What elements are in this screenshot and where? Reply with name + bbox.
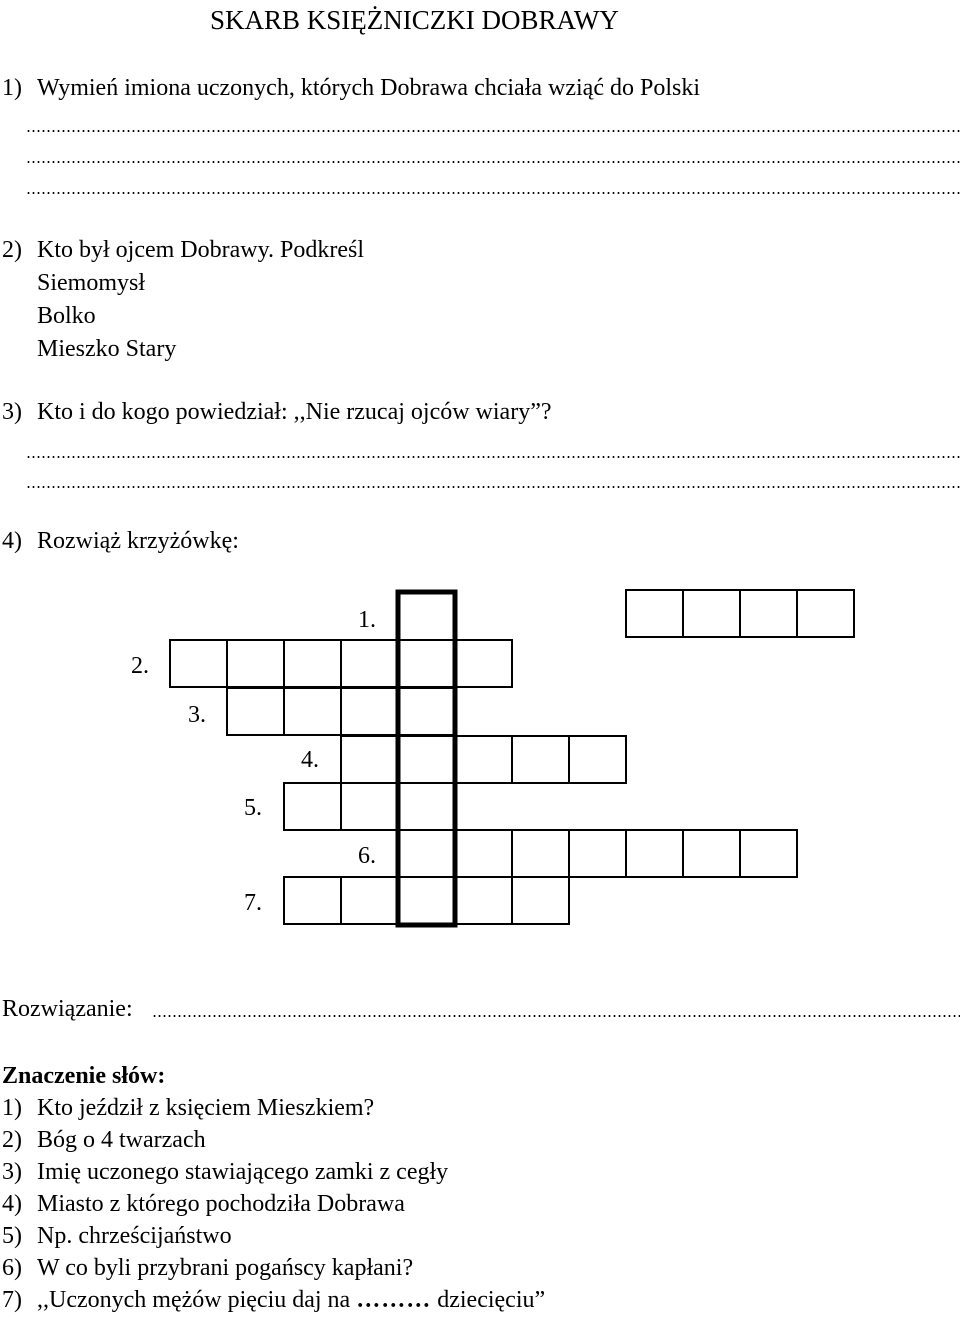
crossword-cell-row2[interactable] — [284, 640, 341, 687]
crossword-cell-row4[interactable] — [512, 736, 569, 783]
crossword-cell-row1[interactable] — [683, 590, 740, 637]
crossword-cell-row7[interactable] — [284, 877, 341, 924]
crossword-label-4: 4. — [301, 747, 319, 773]
glossary-number: 1) — [2, 1095, 22, 1121]
glossary-item: Bóg o 4 twarzach — [37, 1127, 206, 1153]
crossword-cell-row4[interactable] — [455, 736, 512, 783]
glossary-item-text: ,,Uczonych mężów pięciu daj na — [37, 1287, 351, 1313]
crossword-cell-row3[interactable] — [341, 688, 398, 735]
crossword-cell-row5[interactable] — [284, 783, 341, 830]
crossword-cell-row7[interactable] — [512, 877, 569, 924]
crossword-cell-row3[interactable] — [398, 688, 455, 735]
crossword-cell-row6[interactable] — [683, 830, 740, 877]
crossword-label-6: 6. — [358, 843, 376, 869]
glossary-number: 6) — [2, 1255, 22, 1281]
question-text: Wymień imiona uczonych, których Dobrawa chciała wziąć do Polski — [37, 75, 701, 101]
answer-option[interactable]: Siemomysł — [37, 270, 146, 296]
glossary-item: Np. chrześcijaństwo — [37, 1223, 232, 1249]
crossword-cell-row4[interactable] — [569, 736, 626, 783]
solution-label: Rozwiązanie: — [2, 996, 133, 1022]
crossword-cell-row6[interactable] — [569, 830, 626, 877]
crossword-label-7: 7. — [244, 890, 262, 916]
crossword-label-2: 2. — [131, 653, 149, 679]
crossword-cell-row2[interactable] — [455, 640, 512, 687]
crossword-cell-row6[interactable] — [626, 830, 683, 877]
crossword-cell-row7[interactable] — [341, 877, 398, 924]
question-number: 1) — [2, 75, 22, 101]
glossary-heading: Znaczenie słów: — [2, 1063, 166, 1089]
glossary-item: W co byli przybrani pogańscy kapłani? — [37, 1255, 414, 1281]
crossword-cell-row6[interactable] — [512, 830, 569, 877]
glossary-item — [37, 1286, 545, 1314]
crossword-cell-row4[interactable] — [398, 736, 455, 783]
crossword-cell-row7[interactable] — [455, 877, 512, 924]
glossary-number: 7) — [2, 1287, 22, 1313]
crossword-cell-row2[interactable] — [341, 640, 398, 687]
glossary-number: 3) — [2, 1159, 22, 1185]
question-text: Rozwiąż krzyżówkę: — [37, 528, 239, 554]
crossword-cell-row5[interactable] — [341, 783, 398, 830]
crossword-cell-row1[interactable] — [626, 590, 683, 637]
question-text: Kto i do kogo powiedział: ,,Nie rzucaj ojców wiary”? — [37, 399, 552, 425]
glossary-item-text: dziecięciu” — [437, 1287, 546, 1313]
glossary-number: 2) — [2, 1127, 22, 1153]
crossword-cell-row2[interactable] — [398, 640, 455, 687]
crossword-cell-row3[interactable] — [227, 688, 284, 735]
crossword-cell-row1[interactable] — [797, 590, 854, 637]
crossword-label-1: 1. — [358, 607, 376, 633]
crossword-label-3: 3. — [188, 702, 206, 728]
question-number: 2) — [2, 237, 22, 263]
crossword-cell-row2[interactable] — [227, 640, 284, 687]
glossary-item-blank: ……… — [356, 1287, 432, 1313]
solution-answer-line[interactable] — [152, 1015, 960, 1017]
crossword-cell-row5[interactable] — [398, 783, 455, 830]
glossary-item: Miasto z którego pochodziła Dobrawa — [37, 1191, 405, 1217]
crossword-label-5: 5. — [244, 795, 262, 821]
crossword-cell-row4[interactable] — [341, 736, 398, 783]
crossword-cell-row7[interactable] — [398, 877, 455, 924]
question-number: 4) — [2, 528, 22, 554]
glossary-item: Kto jeździł z księciem Mieszkiem? — [37, 1095, 375, 1121]
crossword-cell-row6[interactable] — [740, 830, 797, 877]
glossary-number: 4) — [2, 1191, 22, 1217]
answer-option[interactable]: Bolko — [37, 303, 96, 329]
crossword-cell-row3[interactable] — [284, 688, 341, 735]
crossword-cell-row1[interactable] — [740, 590, 797, 637]
crossword-cell-row2[interactable] — [170, 640, 227, 687]
question-text: Kto był ojcem Dobrawy. Podkreśl — [37, 237, 365, 263]
page-title: SKARB KSIĘŻNICZKI DOBRAWY — [210, 5, 619, 35]
answer-option[interactable]: Mieszko Stary — [37, 336, 177, 362]
crossword-cell-row6[interactable] — [455, 830, 512, 877]
glossary-item: Imię uczonego stawiającego zamki z cegły — [37, 1159, 449, 1185]
glossary-number: 5) — [2, 1223, 22, 1249]
question-number: 3) — [2, 399, 22, 425]
